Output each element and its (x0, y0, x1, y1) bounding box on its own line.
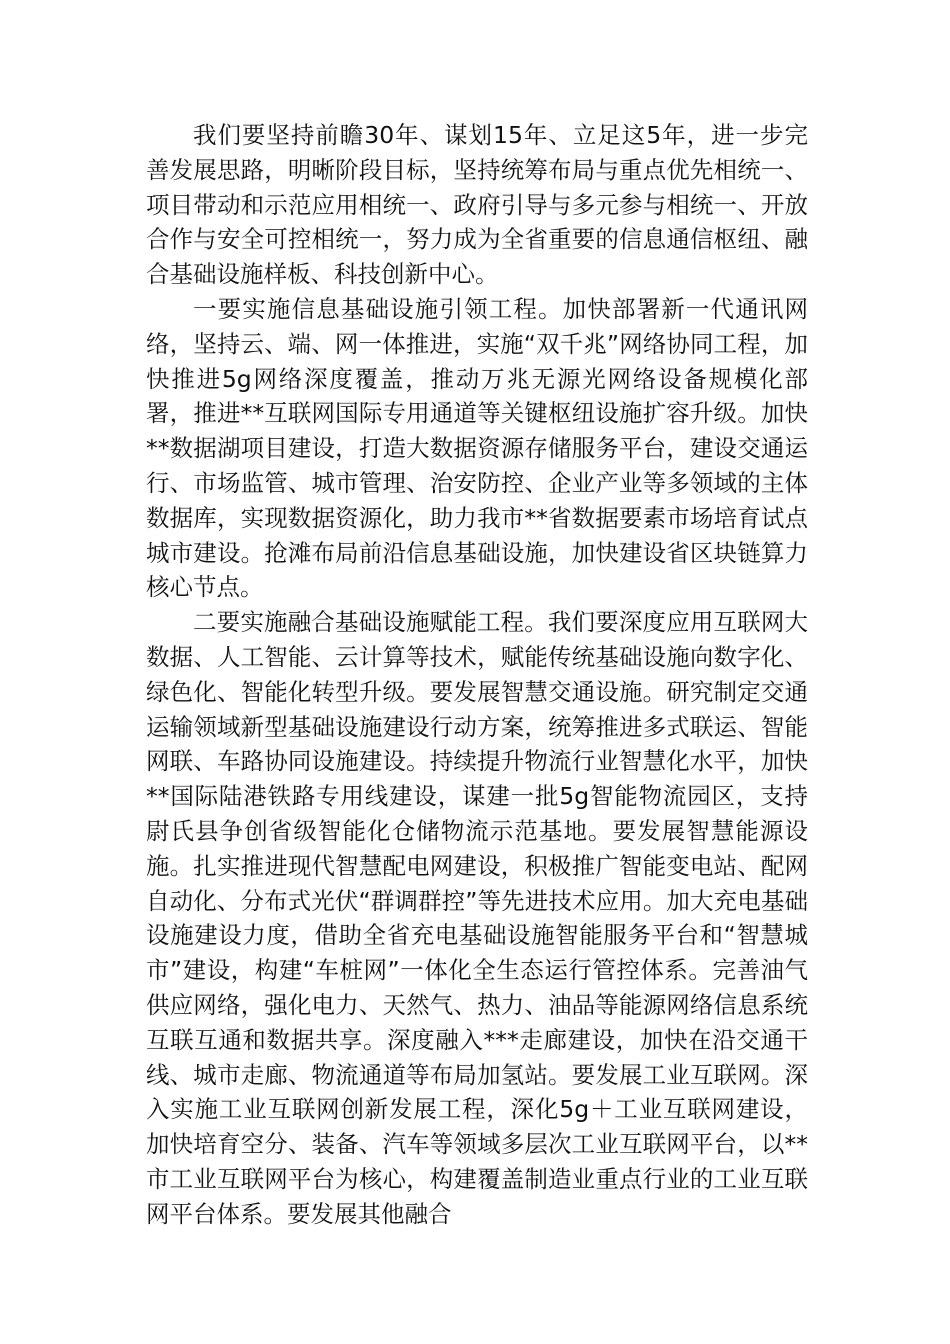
document-body (146, 118, 808, 1232)
paragraph-3: 二要实施融合基础设施赋能工程。我们要深度应用互联网大数据、人工智能、云计算等技术，赋能传统基础设施向数字化、绿色化、智能化转型升级。要发展智慧交通设施。研究制定交通运输领域新型基础设施建设行动方案，统筹推进多式联运、智能网联、车路协同设施建设。持续提升物流行业智慧化水平，加快**国际陆港铁路专用线建设，谋建一批5g智能物流园区，支持尉氏县争创省级智能化仓储物流示范基地。要发展智慧能源设施。扎实推进现代智慧配电网建设，积极推广智能变电站、配网自动化、分布式光伏“群调群控”等先进技术应用。加大充电基础设施建设力度，借助全省充电基础设施智能服务平台和“智慧城市”建设，构建“车桩网”一体化全生态运行管控体系。完善油气供应网络，强化电力、天然气、热力、油品等能源网络信息系统互联互通和数据共享。深度融入***走廊建设，加快在沿交通干线、城市走廊、物流通道等布局加氢站。要发展工业互联网。深入实施工业互联网创新发展工程，深化5g＋工业互联网建设，加快培育空分、装备、汽车等领域多层次工业互联网平台，以**市工业互联网平台为核心，构建覆盖制造业重点行业的工业互联网平台体系。要发展其他融合 (146, 608, 808, 1228)
paragraph-2: 一要实施信息基础设施引领工程。加快部署新一代通讯网络，坚持云、端、网一体推进，实施“双千兆”网络协同工程，加快推进5g网络深度覆盖，推动万兆无源光网络设备规模化部署，推进**互联网国际专用通道等关键枢纽设施扩容升级。加快**数据湖项目建设，打造大数据资源存储服务平台，建设交通运行、市场监管、城市管理、治安防控、企业产业等多领域的主体数据库，实现数据资源化，助力我市**省数据要素市场培育试点城市建设。抢滩布局前沿信息基础设施，加快建设省区块链算力核心节点。 (146, 294, 808, 602)
paragraph-1: 我们要坚持前瞻30年、谋划15年、立足这5年，进一步完善发展思路，明晰阶段目标，坚持统筹布局与重点优先相统一、项目带动和示范应用相统一、政府引导与多元参与相统一、开放合作与安全可控相统一，努力成为全省重要的信息通信枢纽、融合基础设施样板、科技创新中心。 (146, 121, 808, 289)
